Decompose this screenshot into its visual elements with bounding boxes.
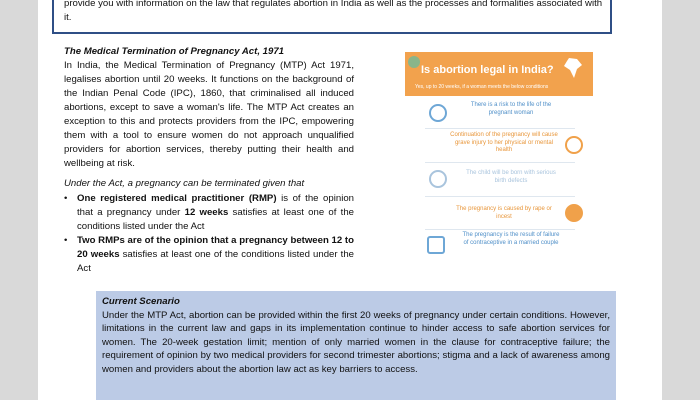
- mtp-section: [64, 45, 354, 276]
- head-icon: [565, 136, 583, 154]
- conditions-list: [64, 192, 354, 276]
- infographic-row: [405, 132, 593, 162]
- infographic-row: [405, 166, 593, 196]
- divider: [425, 128, 575, 129]
- bullet1-text-b: satisfies at least one of the conditions listed under the Act: [77, 207, 354, 232]
- row-text: There is a risk to the life of the pregnant woman: [470, 102, 552, 116]
- scenario-body: Under the MTP Act, abortion can be provided within the first 20 weeks of pregnancy under certain conditions. However, limitations in the current law and gaps in its implementation continue to hinder access to safe abortion services for women. The 20-week gestation limit; mention of only married women in the clause for contraceptive failure; the requirement of opinion by two medical providers for second trimester abortions; stigma and a lack of awareness among women and providers about the abortion law act as key barriers to access.: [102, 309, 610, 375]
- pill-pack-icon: [427, 236, 445, 254]
- heart-pulse-icon: [429, 104, 447, 122]
- infographic-row: [405, 100, 593, 130]
- globe-icon: [408, 56, 420, 68]
- list-item: [64, 234, 354, 276]
- divider: [425, 196, 575, 197]
- abortion-legal-infographic: [405, 52, 593, 262]
- current-scenario-box: [96, 291, 616, 400]
- bullet1-bold: One registered medical practitioner (RMP): [77, 193, 277, 204]
- infographic-row: [405, 200, 593, 230]
- india-map-icon: [563, 58, 583, 78]
- mtp-title: The Medical Termination of Pregnancy Act, 1971: [64, 46, 285, 57]
- infographic-title: Is abortion legal in India?: [421, 64, 554, 76]
- bullet2-text: satisfies at least one of the conditions listed under the Act: [77, 249, 354, 274]
- infographic-header: [405, 52, 593, 96]
- baby-icon: [429, 170, 447, 188]
- mtp-paragraph: In India, the Medical Termination of Pregnancy (MTP) Act 1971, legalises abortion until 20 weeks. It functions on the background of the Indian Penal Code (IPC), 1860, that criminalised all induced abortions, except to save a woman's life. The MTP Act creates an exception to this and protects providers from the IPC, empowering them with a tool to ensure women do not approach unqualified providers for abortion services, thereby putting their health and wellbeing at risk.: [64, 60, 354, 169]
- list-item: [64, 192, 354, 234]
- row-text: The pregnancy is caused by rape or incest: [456, 206, 552, 220]
- conditions-intro: Under the Act, a pregnancy can be terminated given that: [64, 178, 305, 189]
- infographic-row: [405, 232, 593, 262]
- bullet1-text-a: is of the opinion that a pregnancy under: [77, 193, 355, 218]
- infographic-subtitle: Yes, up to 20 weeks, if a woman meets the below conditions: [415, 84, 549, 90]
- bullet2-bold: Two RMPs are of the opinion that a pregnancy between 12 to 20 weeks: [77, 235, 354, 260]
- stop-hand-icon: [565, 204, 583, 222]
- row-text: The child will be born with serious birth defects: [466, 170, 556, 184]
- intro-text: provide you with information on the law that regulates abortion in India as well as the processes and formalities associated with it.: [64, 0, 603, 23]
- row-text: The pregnancy is the result of failure of contraceptive in a married couple: [462, 232, 560, 246]
- scenario-title: Current Scenario: [102, 296, 180, 307]
- bullet1-bold2: 12 weeks: [184, 207, 229, 218]
- row-text: Continuation of the pregnancy will cause grave injury to her physical or mental health: [450, 132, 558, 153]
- divider: [425, 229, 575, 230]
- intro-box: [52, 0, 612, 34]
- divider: [425, 162, 575, 163]
